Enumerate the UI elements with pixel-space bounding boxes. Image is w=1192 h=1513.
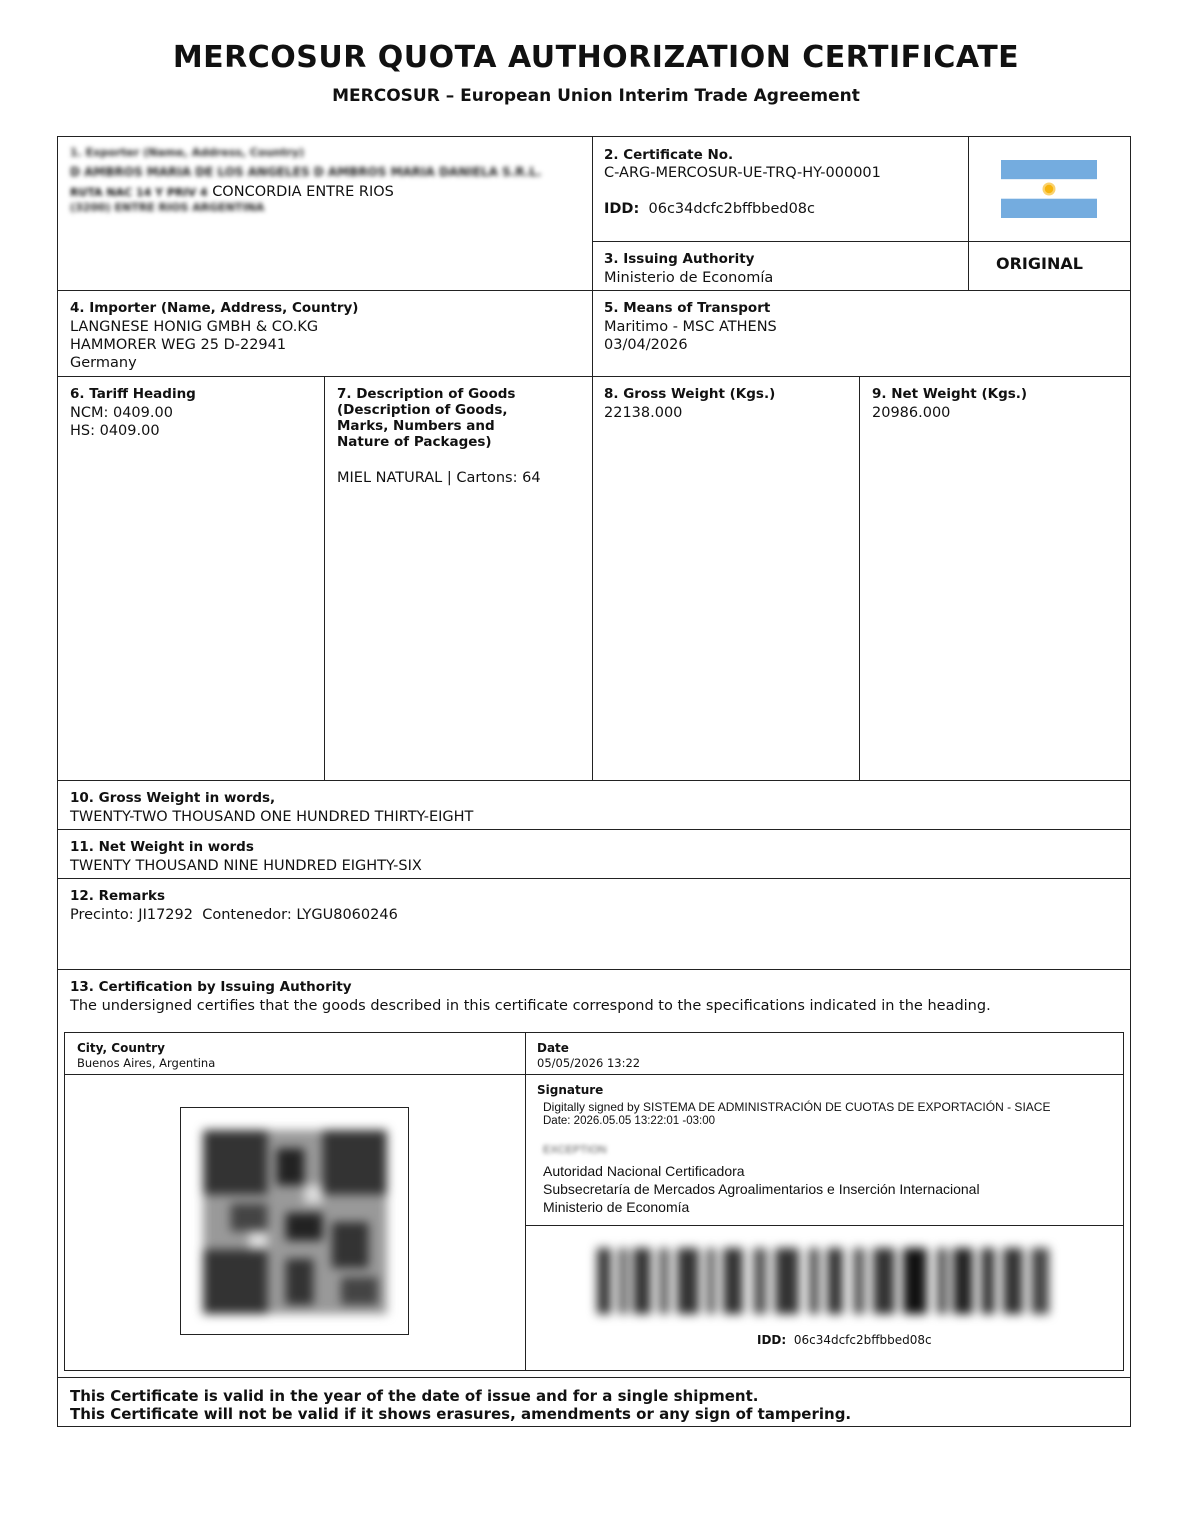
transport-date: 03/04/2026 (604, 337, 688, 353)
certificate-idd (604, 200, 815, 218)
exporter-label: 1. Exporter (Name, Address, Country) (70, 146, 305, 159)
city-value: Buenos Aires, Argentina (77, 1056, 216, 1070)
goods-label-3: Marks, Numbers and (337, 418, 495, 434)
net-words-value: TWENTY THOUSAND NINE HUNDRED EIGHTY-SIX (70, 858, 422, 874)
city-label: City, Country (77, 1041, 165, 1055)
tariff-hs: HS: 0409.00 (70, 423, 160, 439)
qr-code (180, 1107, 409, 1335)
divider-h-row1 (57, 290, 1131, 291)
certificate-no-value: C-ARG-MERCOSUR-UE-TRQ-HY-000001 (604, 165, 881, 181)
net-words-label: 11. Net Weight in words (70, 839, 254, 855)
inner-divider-v (525, 1032, 526, 1371)
signature-ministerio: Ministerio de Economía (543, 1199, 690, 1215)
divider-v-main (592, 136, 593, 376)
signature-label: Signature (537, 1083, 604, 1097)
remarks-value: Precinto: JI17292 Contenedor: LYGU8060246 (70, 907, 398, 923)
signature-signed-by: Digitally signed by SISTEMA DE ADMINISTRACIÓN DE CUOTAS DE EXPORTACIÓN - SIACE (543, 1100, 1051, 1114)
divider-h-row4 (57, 829, 1131, 830)
divider-h-row6 (57, 969, 1131, 970)
importer-country: Germany (70, 355, 137, 371)
exporter-address-redacted: RUTA NAC 14 Y PRIV 4 (70, 186, 208, 199)
net-weight-label: 9. Net Weight (Kgs.) (872, 386, 1028, 402)
importer-address: HAMMORER WEG 25 D-22941 (70, 337, 287, 353)
argentina-flag-icon (1001, 160, 1097, 218)
exporter-city: CONCORDIA ENTRE RIOS (212, 184, 394, 200)
tariff-label: 6. Tariff Heading (70, 386, 196, 402)
gross-words-value: TWENTY-TWO THOUSAND ONE HUNDRED THIRTY-EIGHT (70, 809, 474, 825)
issuing-authority-label: 3. Issuing Authority (604, 251, 755, 267)
transport-vessel: Maritimo - MSC ATHENS (604, 319, 777, 335)
signature-redacted: EXCEPTION (543, 1144, 607, 1156)
importer-label: 4. Importer (Name, Address, Country) (70, 300, 359, 316)
net-weight-value: 20986.000 (872, 405, 951, 421)
inner-divider-h2 (525, 1225, 1124, 1226)
barcode-idd-label: IDD: (757, 1333, 787, 1347)
document-subtitle: MERCOSUR – European Union Interim Trade Agreement (332, 86, 860, 106)
signature-date: Date: 2026.05.05 13:22:01 -03:00 (543, 1115, 716, 1127)
divider-v-c1 (324, 376, 325, 780)
barcode (597, 1248, 1049, 1314)
remarks-label: 12. Remarks (70, 888, 166, 904)
transport-label: 5. Means of Transport (604, 300, 771, 316)
certificate-no-label: 2. Certificate No. (604, 147, 734, 163)
tariff-ncm: NCM: 0409.00 (70, 405, 173, 421)
certification-label: 13. Certification by Issuing Authority (70, 979, 352, 995)
divider-v-c3 (859, 376, 860, 780)
barcode-idd (757, 1333, 932, 1347)
goods-label-2: (Description of Goods, (337, 402, 508, 418)
copy-type-badge: ORIGINAL (996, 254, 1083, 273)
divider-h-box2 (592, 241, 1131, 242)
goods-label-1: 7. Description of Goods (337, 386, 516, 402)
exporter-name: D AMBROS MARIA DE LOS ANGELES D AMBROS MARIA DANIELA S.R.L. (70, 165, 542, 179)
gross-weight-value: 22138.000 (604, 405, 683, 421)
qr-code-pattern (203, 1130, 387, 1314)
footer-validity: This Certificate is valid in the year of the date of issue and for a single shipment. (70, 1387, 759, 1405)
gross-words-label: 10. Gross Weight in words, (70, 790, 276, 806)
divider-v-flag (968, 136, 969, 291)
signature-authority: Autoridad Nacional Certificadora (543, 1163, 745, 1179)
goods-label-4: Nature of Packages) (337, 434, 492, 450)
exporter-address-line2 (70, 183, 394, 202)
barcode-idd-value: 06c34dcfc2bffbbed08c (793, 1333, 932, 1347)
date-label: Date (537, 1041, 569, 1055)
inner-divider-h1 (64, 1074, 1124, 1075)
goods-value: MIEL NATURAL | Cartons: 64 (337, 470, 541, 486)
divider-h-row5 (57, 878, 1131, 879)
importer-name: LANGNESE HONIG GMBH & CO.KG (70, 319, 319, 335)
certificate-idd-value: 06c34dcfc2bffbbed08c (648, 201, 816, 217)
signature-subsecretaria: Subsecretaría de Mercados Agroalimentarios e Inserción Internacional (543, 1181, 980, 1197)
divider-h-row7 (57, 1377, 1131, 1378)
gross-weight-label: 8. Gross Weight (Kgs.) (604, 386, 776, 402)
divider-v-c2 (592, 376, 593, 780)
divider-h-row2 (57, 376, 1131, 377)
exporter-address-line3: (3200) ENTRE RIOS ARGENTINA (70, 201, 265, 214)
issuing-authority-value: Ministerio de Economía (604, 270, 774, 286)
certificate-idd-label: IDD: (604, 201, 640, 217)
divider-h-row3 (57, 780, 1131, 781)
document-title: MERCOSUR QUOTA AUTHORIZATION CERTIFICATE (172, 40, 1020, 75)
date-value: 05/05/2026 13:22 (537, 1056, 641, 1070)
footer-tampering: This Certificate will not be valid if it shows erasures, amendments or any sign of tampering. (70, 1405, 852, 1423)
certification-text: The undersigned certifies that the goods described in this certificate correspond to the specifications indicated in the heading. (70, 998, 991, 1014)
